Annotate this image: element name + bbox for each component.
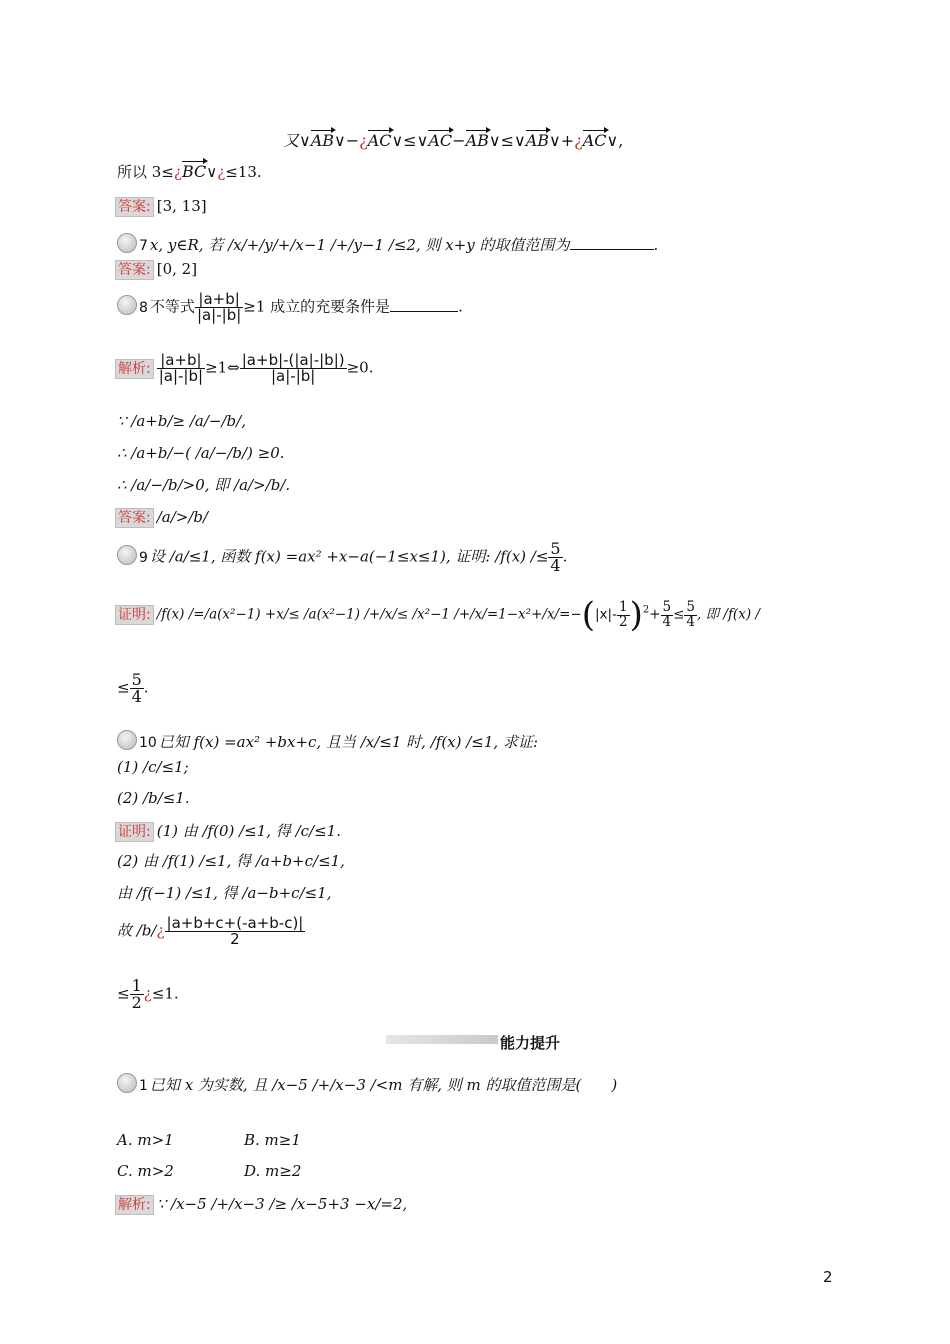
vector-AC: AC [367,131,392,150]
answer-6 [115,197,207,217]
option-b: B. m≥1 [244,1131,301,1149]
proof-10-line-3: 由 /f(−1) /≤1, 得 /a−b+c/≤1, [117,884,332,902]
page-number: 2 [823,1268,833,1286]
proof-10-line-2: (2) 由 /f(1) /≤1, 得 /a+b+c/≤1, [117,852,345,870]
proof-label: 证明: [115,822,154,842]
text-segment: ≥1⇔ [205,358,240,377]
text-segment: . [143,678,149,697]
vector-AB: AB [310,131,335,150]
question-number: 7 [139,238,148,254]
fraction-numerator: 5 [686,599,696,615]
fraction-numerator: 5 [131,670,142,689]
fraction [548,541,562,574]
fraction-numerator: 5 [662,599,672,615]
fraction-denominator: 2 [618,613,628,630]
text-segment: |x|- [595,606,617,623]
text-segment: . [562,547,568,566]
open-paren: ( [581,595,595,635]
fraction-denominator: 2 [230,930,240,948]
question-bullet-icon [117,730,137,750]
solution-label: 解析: [115,1195,154,1215]
answer-label: 答案: [115,197,154,217]
question-bullet-icon [117,233,137,253]
fraction-numerator: |a+b| [157,353,205,369]
text-segment: ∨ [206,163,218,181]
garbled-char: ¿ [359,131,368,150]
proof-10-line-4 [117,916,305,947]
question-8 [117,292,463,323]
answer-8 [115,508,208,528]
solution-8 [115,353,374,384]
question-10-part-2: (2) /b/≤1. [117,789,190,807]
text-segment: ∨, [606,131,624,150]
fraction [157,353,205,384]
fraction [684,601,697,629]
text-segment: + [649,606,661,623]
answer-blank [390,311,458,312]
fraction-denominator: 4 [686,613,696,630]
answer-text: /a/>/b/ [156,508,209,526]
proof-9-line-2 [117,672,149,705]
vector-AC: AC [582,131,607,150]
proof-10 [115,822,341,842]
question-bullet-icon [117,545,137,565]
vector-BC: BC [181,162,207,181]
text-segment: ≤ [673,606,685,623]
text-segment: ∨≤∨ [391,131,429,150]
bc-range-line [117,164,262,180]
fraction [617,601,630,629]
vector-inequality-line [283,133,623,149]
text-segment: 又∨ [283,131,311,150]
question-number: 9 [139,549,148,566]
question-9 [117,541,567,574]
fraction-denominator: |a|-|b| [271,367,316,385]
text-segment: , 即 /f(x) / [697,606,760,623]
text-segment: ∨− [334,131,360,150]
fraction [661,601,674,629]
exponent: 2 [642,604,650,616]
vector-AB: AB [465,131,489,150]
fraction [195,292,243,323]
fraction [165,916,306,947]
garbled-char: ¿ [156,921,165,940]
solution-label: 解析: [115,359,154,379]
option-c: C. m>2 [117,1162,174,1180]
problem-1 [117,1073,617,1093]
fraction-denominator: 4 [662,613,672,630]
close-paren: ) [629,595,643,635]
fraction [130,978,144,1011]
fraction-denominator: |a|-|b| [196,306,242,324]
solution-8-line-4: ∴ /a/−/b/>0, 即 /a/>/b/. [117,476,291,494]
question-text: 已知 f(x) =ax² +bx+c, 且当 /x/≤1 时, /f(x) /≤1, 求证: [158,733,539,751]
question-bullet-icon [117,295,137,315]
question-text: 已知 x 为实数, 且 /x−5 /+/x−3 /<m 有解, 则 m 的取值范围是( ) [149,1076,618,1094]
solution-p1 [115,1195,407,1215]
option-d: D. m≥2 [244,1162,302,1180]
text-segment: 不等式 [149,297,195,316]
fraction-denominator: 4 [131,687,142,706]
question-number: 1 [139,1078,148,1094]
text-segment: ≥0. [346,358,374,377]
question-bullet-icon [117,1073,137,1093]
fraction-numerator: |a+b| [195,292,243,308]
text-segment: ≥1 成立的充要条件是 [243,297,391,316]
section-divider-bar [386,1035,498,1044]
fraction-denominator: 2 [131,993,142,1012]
answer-label: 答案: [115,508,154,528]
fraction [130,672,144,705]
solution-8-line-2: ∵ /a+b/≥ /a/−/b/, [117,412,246,430]
garbled-char: ¿ [143,984,152,1003]
text-segment: 故 /b/ [117,921,157,940]
question-text: 设 /a/≤1, 函数 f(x) =ax² +x−a(−1≤x≤1), 证明: /f(x) /≤ [149,547,549,566]
garbled-char: ¿ [217,163,226,181]
fraction-denominator: 4 [550,556,561,575]
question-number: 8 [139,299,148,316]
text-segment: ∨≤∨ [488,131,526,150]
question-10 [117,730,538,750]
question-text: x, y∈R, 若 /x/+/y/+/x−1 /+/y−1 /≤2, 则 x+y 的取值范围为 [149,236,570,254]
solution-8-line-3: ∴ /a+b/−( /a/−/b/) ≥0. [117,444,285,462]
section-title: 能力提升 [500,1034,561,1052]
text-segment: . [458,297,463,316]
question-number: 10 [139,735,157,751]
proof-10-line-5 [117,978,179,1011]
answer-7 [115,260,197,280]
answer-blank [570,249,654,250]
proof-label: 证明: [115,605,154,625]
solution-text: ∵ /x−5 /+/x−3 /≥ /x−5+3 −x/=2, [156,1195,408,1213]
fraction-numerator: 1 [618,599,628,615]
question-7 [117,233,658,253]
answer-text: [3, 13] [156,197,207,215]
text-segment: ≤ [117,984,130,1003]
fraction-numerator: |a+b|-(|a|-|b|) [241,351,345,369]
text-segment: ≤13. [225,163,262,181]
question-10-part-1: (1) /c/≤1; [117,758,189,776]
fraction-numerator: |a+b+c+(-a+b-c)| [166,914,304,932]
proof-9 [115,595,760,635]
answer-label: 答案: [115,260,154,280]
option-a: A. m>1 [117,1131,174,1149]
proof-text: /f(x) /=/a(x²−1) +x/≤ /a(x²−1) /+/x/≤ /x²−1 /+/x/=1−x²+/x/=− [156,606,582,623]
answer-text: [0, 2] [156,260,198,278]
fraction-denominator: |a|-|b| [158,367,204,385]
vector-AB: AB [525,131,550,150]
fraction-numerator: 1 [131,976,142,995]
text-segment: ≤1. [151,984,179,1003]
fraction-numerator: 5 [550,539,561,558]
garbled-char: ¿ [173,163,182,181]
vector-AC: AC [428,131,453,150]
garbled-char: ¿ [574,131,583,150]
fraction [240,353,347,384]
text-segment: 所以 3≤ [117,163,174,181]
text-segment: . [653,236,659,254]
text-segment: ∨+ [549,131,575,150]
text-segment: ≤ [117,678,130,697]
proof-text: (1) 由 /f(0) /≤1, 得 /c/≤1. [156,822,341,840]
text-segment: − [452,131,466,150]
